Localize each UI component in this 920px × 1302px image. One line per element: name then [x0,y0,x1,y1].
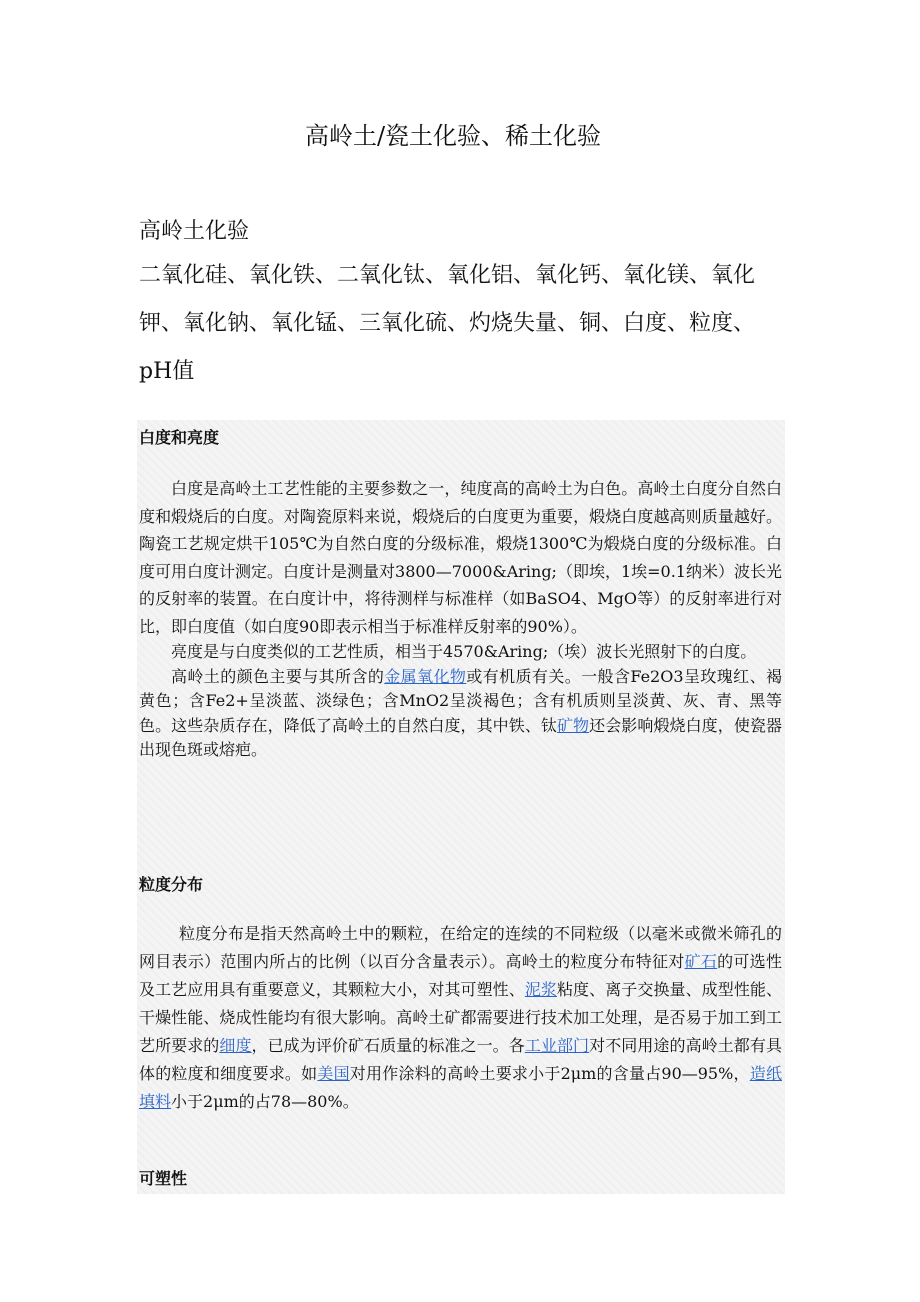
document-title: 高岭土/瓷土化验、稀土化验 [304,122,602,150]
link-metal-oxide[interactable]: 金属氧化物 [384,666,467,686]
whiteness-p3-text-c: 还会影响煅烧白度，使瓷器出现色斑或熔疤。 [139,715,782,759]
intro-heading: 高岭土化验 [139,219,250,244]
whiteness-paragraphs [139,475,782,763]
whiteness-paragraph-1: 白度是高岭土工艺性能的主要参数之一，纯度高的高岭土为白色。高岭土白度分自然白度和煅烧后的白度。对陶瓷原料来说，煅烧后的白度更为重要，煅烧白度越高则质量越好。陶瓷工艺规定烘干105℃为自然白度的分级标准，煅烧1300℃为煅烧白度的分级标准。白度可用白度计测定。白度计是测量对3800—7000&Aring;（即埃，1埃=0.1纳米）波长光的反射率的装置。在白度计中，将待测样与标准样（如BaSO4、MgO等）的反射率进行对比，即白度值（如白度90即表示相当于标准样反射率的90%）。 [139,479,782,636]
link-usa[interactable]: 美国 [317,1064,350,1083]
section-particle [139,873,782,897]
particle-text-d: ，已成为评价矿石质量的标准之一。各 [251,1036,525,1055]
link-paper-filler[interactable]: 造纸填料 [139,1064,782,1111]
particle-paragraph [139,920,782,1116]
whiteness-paragraph-3 [139,665,782,763]
particle-text-a: 粒度分布是指天然高岭土中的颗粒，在给定的连续的不同粒级（以毫米或微米筛孔的网目表示）范围内所占的比例（以百分含量表示）。高岭土的粒度分布特征对 [139,924,782,971]
section-heading-particle: 粒度分布 [139,875,204,894]
link-slurry[interactable]: 泥浆 [524,980,557,999]
particle-paragraphs [139,920,782,1116]
section-whiteness [139,426,782,450]
section-heading-whiteness: 白度和亮度 [139,428,220,447]
particle-text-e: 对不同用途的高岭土都有具体的粒度和细度要求。如 [139,1036,782,1083]
link-ore[interactable]: 矿石 [684,952,718,971]
section-heading-plasticity: 可塑性 [139,1169,188,1188]
particle-text-b: 的可选性及工艺应用具有重要意义，其颗粒大小，对其可塑性、 [139,952,782,999]
link-fineness[interactable]: 细度 [219,1036,252,1055]
link-industry-departments[interactable]: 工业部门 [524,1036,590,1055]
particle-text-f: 对用作涂料的高岭土要求小于2μm的含量占90—95%， [349,1064,750,1083]
link-mineral[interactable]: 矿物 [556,715,590,735]
whiteness-p3-text-a: 高岭土的颜色主要与其所含的 [171,666,385,686]
section-plasticity [139,1167,782,1191]
whiteness-paragraph-2: 亮度是与白度类似的工艺性质，相当于4570&Aring;（埃）波长光照射下的白度。 [171,642,757,661]
intro-test-items: 二氧化硅、氧化铁、二氧化钛、氧化铝、氧化钙、氧化镁、氧化钾、氧化钠、氧化锰、三氧化硫、灼烧失量、铜、白度、粒度、pH值 [139,263,756,384]
intro-section [139,214,787,396]
particle-text-c: 粘度、离子交换量、成型性能、干燥性能、烧成性能均有很大影响。高岭土矿都需要进行技术加工处理，是否易于加工到工艺所要求的 [139,980,782,1055]
whiteness-p3-text-b: 或有机质有关。一般含Fe2O3呈玫瑰红、褐黄色；含Fe2+呈淡蓝、淡绿色；含MnO2呈淡褐色；含有机质则呈淡黄、灰、青、黑等色。这些杂质存在，降低了高岭土的自然白度，其中铁、钛 [139,666,782,735]
particle-text-g: 小于2μm的占78—80%。 [171,1092,359,1111]
